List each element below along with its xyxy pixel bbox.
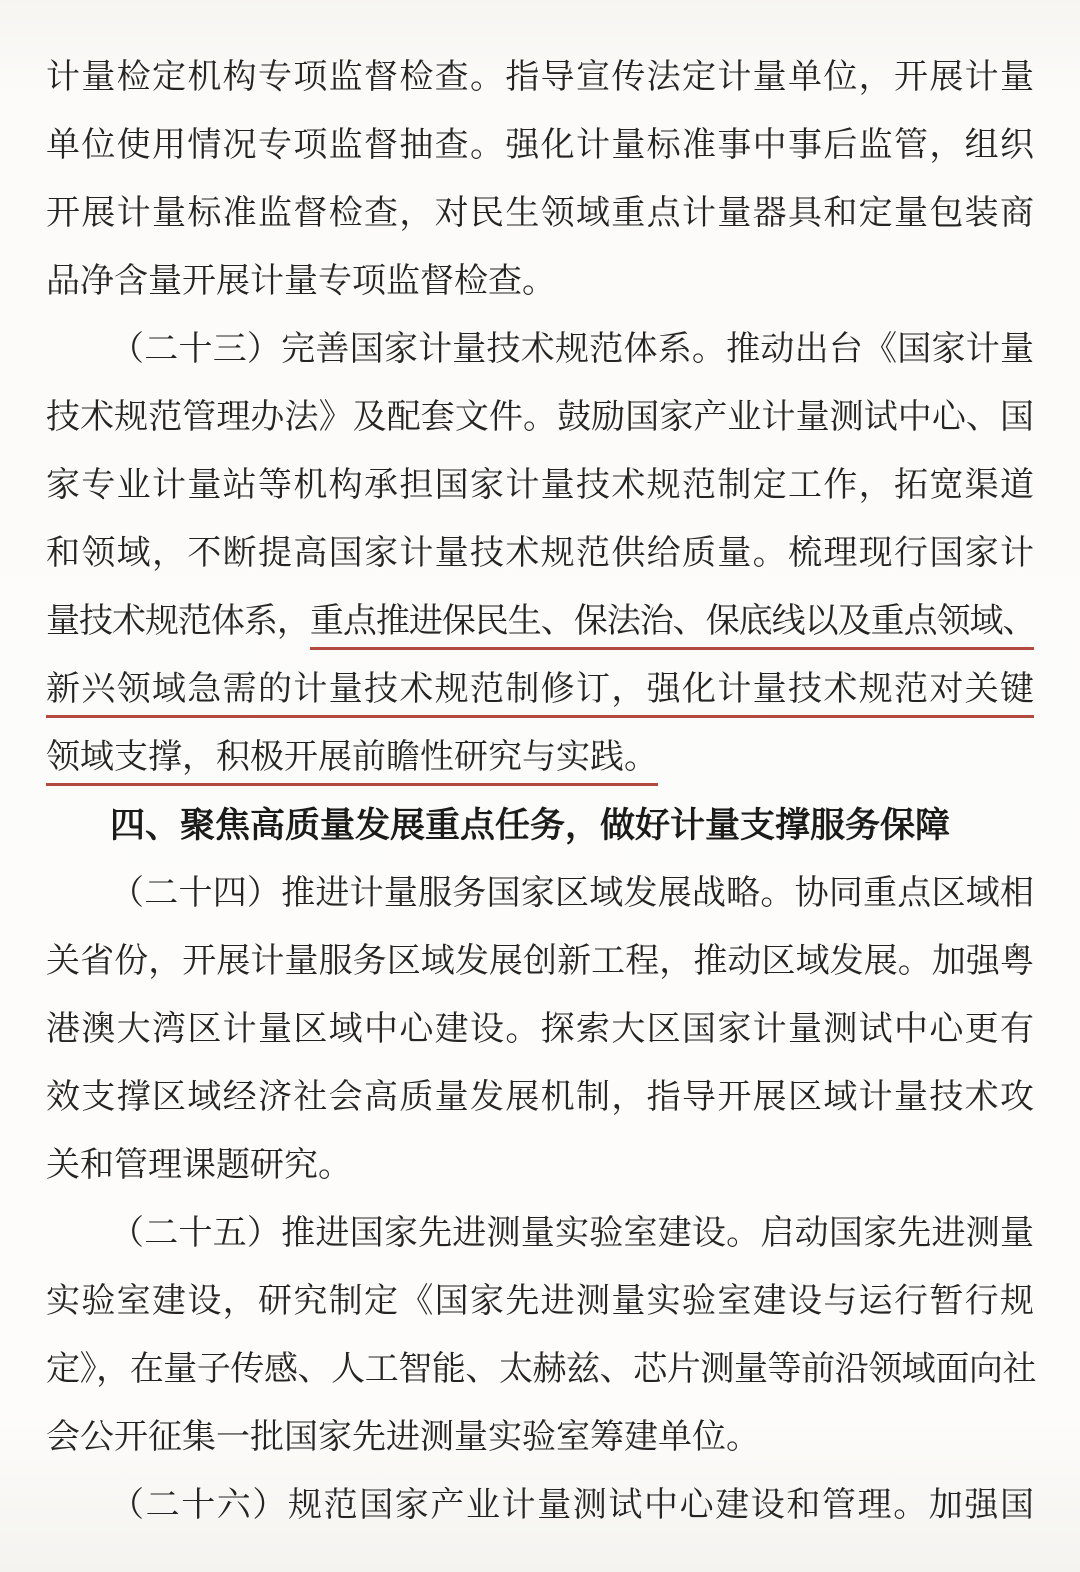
text-line [46,928,1034,996]
text-line [46,1472,1034,1540]
text-line [46,248,1034,316]
text-line [46,180,1034,248]
text-segment: 定》，在量子传感、人工智能、太赫兹、芯片测量等前沿领域面向社 [46,1351,1034,1388]
section-heading [46,792,1034,860]
text-line [46,656,1034,724]
text-segment: （二十四）推进计量服务国家区域发展战略。协同重点区域相 [110,875,1034,912]
text-segment: 实验室建设，研究制定《国家先进测量实验室建设与运行暂行规 [46,1283,1034,1320]
text-line [46,1064,1034,1132]
text-line [46,112,1034,180]
text-segment: 单位使用情况专项监督抽查。强化计量标准事中事后监管，组织 [46,127,1034,164]
text-segment: （二十六）规范国家产业计量测试中心建设和管理。加强国 [110,1487,1034,1524]
text-line [46,1200,1034,1268]
text-segment: 会公开征集一批国家先进测量实验室筹建单位。 [46,1419,760,1456]
text-line [46,384,1034,452]
text-segment: 四、聚焦高质量发展重点任务，做好计量支撑服务保障 [110,806,951,845]
text-line [46,316,1034,384]
text-line [46,44,1034,112]
text-segment: 家专业计量站等机构承担国家计量技术规范制定工作，拓宽渠道 [46,467,1034,504]
text-line [46,996,1034,1064]
text-segment: 关省份，开展计量服务区域发展创新工程，推动区域发展。加强粤 [46,943,1034,980]
text-line [46,1404,1034,1472]
text-segment: 品净含量开展计量专项监督检查。 [46,263,556,300]
text-line [46,588,1034,656]
text-segment: 计量检定机构专项监督检查。指导宣传法定计量单位，开展计量 [46,59,1034,96]
text-segment: （二十五）推进国家先进测量实验室建设。启动国家先进测量 [110,1215,1034,1252]
underlined-text-segment: 重点推进保民生、保法治、保底线以及重点领域、 [310,603,1034,650]
text-segment: 开展计量标准监督检查，对民生领域重点计量器具和定量包装商 [46,195,1034,232]
underlined-text-segment: 新兴领域急需的计量技术规范制修订，强化计量技术规范对关键 [46,671,1034,718]
text-line [46,1268,1034,1336]
text-line [46,1336,1034,1404]
text-line [46,860,1034,928]
text-segment: （二十三）完善国家计量技术规范体系。推动出台《国家计量 [110,331,1034,368]
text-line [46,520,1034,588]
underlined-text-segment: 领域支撑，积极开展前瞻性研究与实践。 [46,739,658,786]
text-line [46,724,1034,792]
text-segment: 和领域，不断提高国家计量技术规范供给质量。梳理现行国家计 [46,535,1034,572]
text-segment: 港澳大湾区计量区域中心建设。探索大区国家计量测试中心更有 [46,1011,1034,1048]
text-line [46,1132,1034,1200]
text-segment: 量技术规范体系， [46,603,310,640]
text-segment: 效支撑区域经济社会高质量发展机制，指导开展区域计量技术攻 [46,1079,1034,1116]
text-segment: 技术规范管理办法》及配套文件。鼓励国家产业计量测试中心、国 [46,399,1034,436]
text-line [46,452,1034,520]
text-segment: 关和管理课题研究。 [46,1147,352,1184]
